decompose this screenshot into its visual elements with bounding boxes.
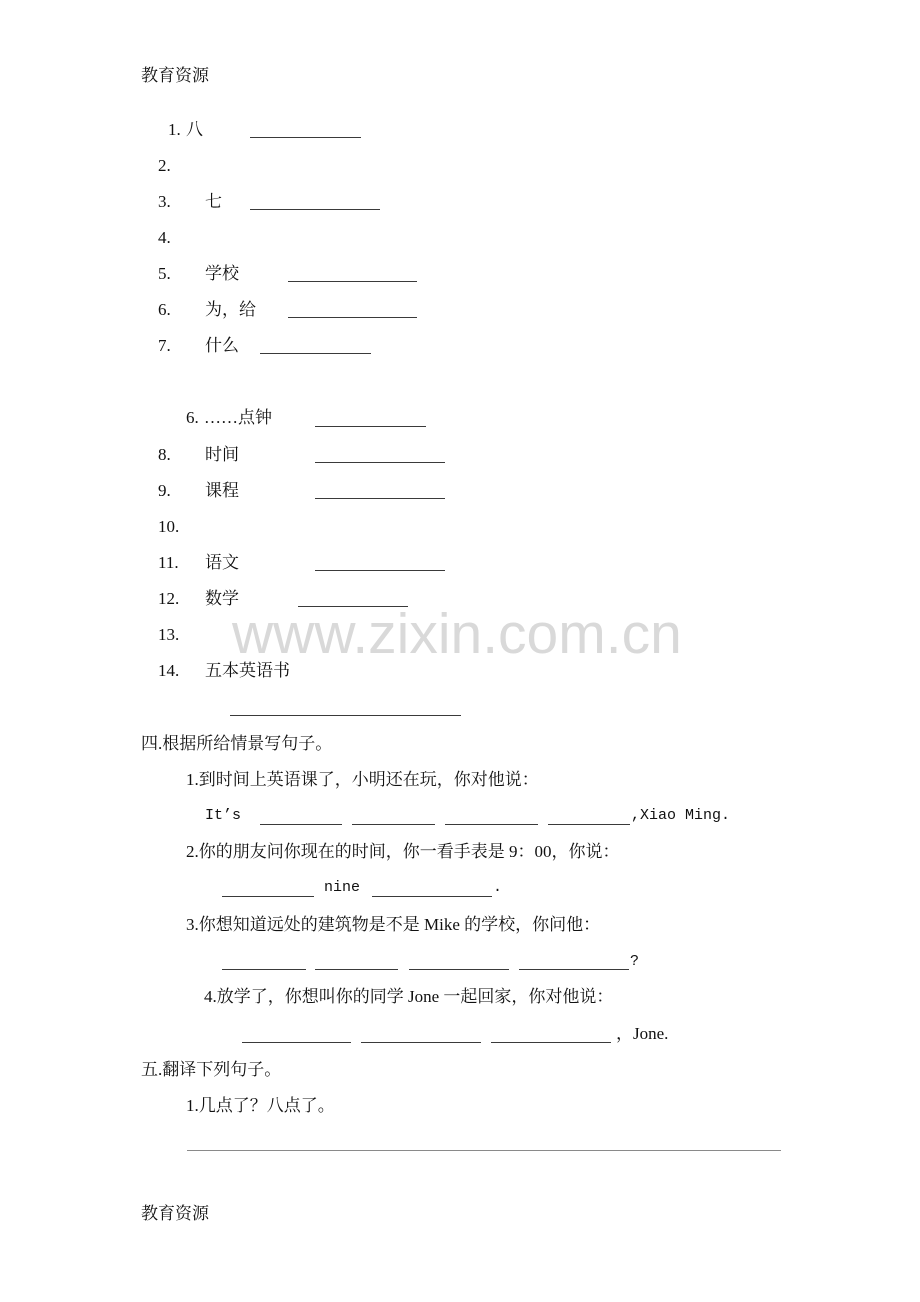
answer-blank <box>230 715 461 716</box>
item-word: 课程 <box>205 481 239 500</box>
answer-blank <box>409 969 509 970</box>
answer-middle-text: nine <box>324 879 361 896</box>
answer-blank <box>491 1042 611 1043</box>
page-header: 教育资源 <box>141 66 209 85</box>
answer-blank <box>222 969 306 970</box>
answer-blank <box>222 896 314 897</box>
item-word: 数学 <box>205 589 239 608</box>
item-number: 10. <box>158 517 180 536</box>
question-prompt: 3.你想知道远处的建筑物是不是 Mike 的学校，你问他： <box>186 915 601 934</box>
answer-tail-text: ，Jone. <box>616 1024 669 1043</box>
item-word: 语文 <box>205 553 239 572</box>
section-four-title: 四.根据所给情景写句子。 <box>141 734 333 753</box>
answer-blank <box>260 824 342 825</box>
question-prompt: 4.放学了，你想叫你的同学 Jone 一起回家，你对他说： <box>204 987 614 1006</box>
item-number: 5. <box>158 264 171 283</box>
answer-tail-text: ,Xiao Ming. <box>631 807 731 824</box>
item-number: 13. <box>158 625 180 644</box>
answer-tail-text: . <box>493 879 503 896</box>
answer-blank <box>288 317 417 318</box>
item-number: 9. <box>158 481 171 500</box>
answer-blank <box>298 606 408 607</box>
item-number: 6. <box>158 300 171 319</box>
item-word: 时间 <box>205 445 239 464</box>
answer-blank <box>250 209 380 210</box>
answer-blank <box>187 1150 781 1151</box>
question-prompt: 2.你的朋友问你现在的时间，你一看手表是 9：00，你说： <box>186 842 620 861</box>
answer-blank <box>519 969 629 970</box>
item-word: 为，给 <box>205 300 256 319</box>
item-number: 11. <box>158 553 179 572</box>
answer-blank <box>361 1042 481 1043</box>
item-number: 12. <box>158 589 180 608</box>
answer-blank <box>548 824 630 825</box>
item-word: 学校 <box>205 264 239 283</box>
answer-blank <box>315 969 398 970</box>
item-number: 1. <box>168 120 181 139</box>
answer-blank <box>372 896 492 897</box>
item-number: 2. <box>158 156 171 175</box>
item-number: 14. <box>158 661 180 680</box>
question-prompt: 1.到时间上英语课了，小明还在玩，你对他说： <box>186 770 539 789</box>
item-number: 8. <box>158 445 171 464</box>
section-five-title: 五.翻译下列句子。 <box>141 1060 282 1079</box>
item-number: 7. <box>158 336 171 355</box>
answer-blank <box>242 1042 351 1043</box>
answer-blank <box>445 824 538 825</box>
answer-tail-text: ? <box>630 953 640 970</box>
answer-blank <box>315 462 445 463</box>
item-number: 3. <box>158 192 171 211</box>
item-number: 6. <box>186 408 199 427</box>
item-word: 什么 <box>205 336 239 355</box>
answer-blank <box>315 426 426 427</box>
answer-blank <box>315 498 445 499</box>
item-word: ……点钟 <box>204 408 272 427</box>
question-prompt: 1.几点了？八点了。 <box>186 1096 335 1115</box>
item-number: 4. <box>158 228 171 247</box>
page-footer: 教育资源 <box>141 1204 209 1223</box>
item-word: 五本英语书 <box>205 661 290 680</box>
watermark: www.zixin.com.cn <box>232 602 682 666</box>
item-word: 七 <box>205 192 222 211</box>
answer-blank <box>260 353 371 354</box>
answer-blank <box>288 281 417 282</box>
answer-blank <box>250 137 361 138</box>
answer-blank <box>352 824 435 825</box>
item-word: 八 <box>186 120 203 139</box>
answer-lead-text: It’s <box>205 807 242 824</box>
answer-blank <box>315 570 445 571</box>
